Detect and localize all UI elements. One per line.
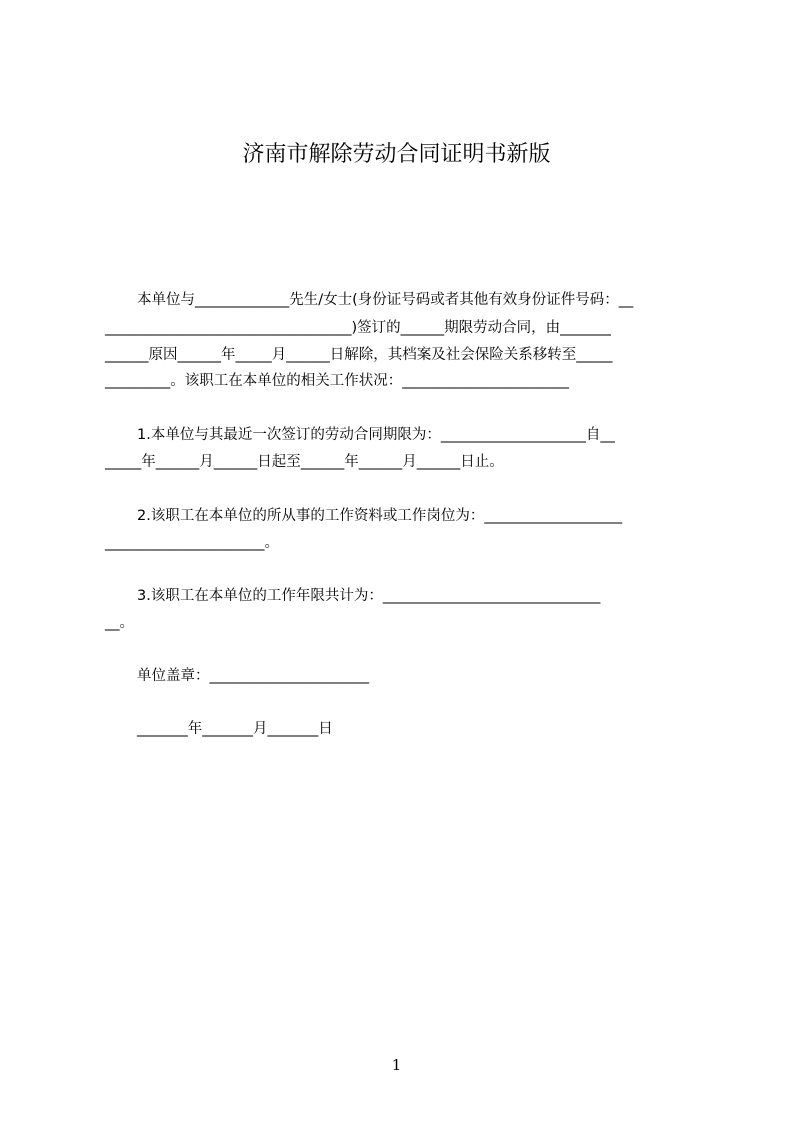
item-2-line-2: ______________________。 <box>105 535 279 551</box>
intro-line-4: _________。该职工在本单位的相关工作状况：_______________________ <box>105 373 569 389</box>
seal-line: 单位盖章：______________________ <box>137 668 369 684</box>
item-3-line-2: __。 <box>105 615 134 631</box>
item-1-line-2: _____年______月______日起至______年______月______日止。 <box>105 454 504 470</box>
item-3-line-1: 3.该职工在本单位的工作年限共计为：______________________________ <box>137 588 601 604</box>
intro-line-2: __________________________________)签订的______期限劳动合同，由_______ <box>105 320 611 336</box>
page-number: 1 <box>391 1056 402 1074</box>
date-line: _______年_______月_______日 <box>137 721 333 737</box>
item-1-line-1: 1.本单位与其最近一次签订的劳动合同期限为：____________________自__ <box>137 427 615 443</box>
item-2-line-1: 2.该职工在本单位的所从事的工作资料或工作岗位为：___________________ <box>137 508 623 524</box>
intro-line-3: ______原因______年_____月______日解除，其档案及社会保险关系移转至_____ <box>105 347 613 363</box>
document-title: 济南市解除劳动合同证明书新版 <box>242 142 551 167</box>
intro-line-1: 本单位与_____________先生/女士(身份证号码或者其他有效身份证件号码：__ <box>137 292 634 308</box>
